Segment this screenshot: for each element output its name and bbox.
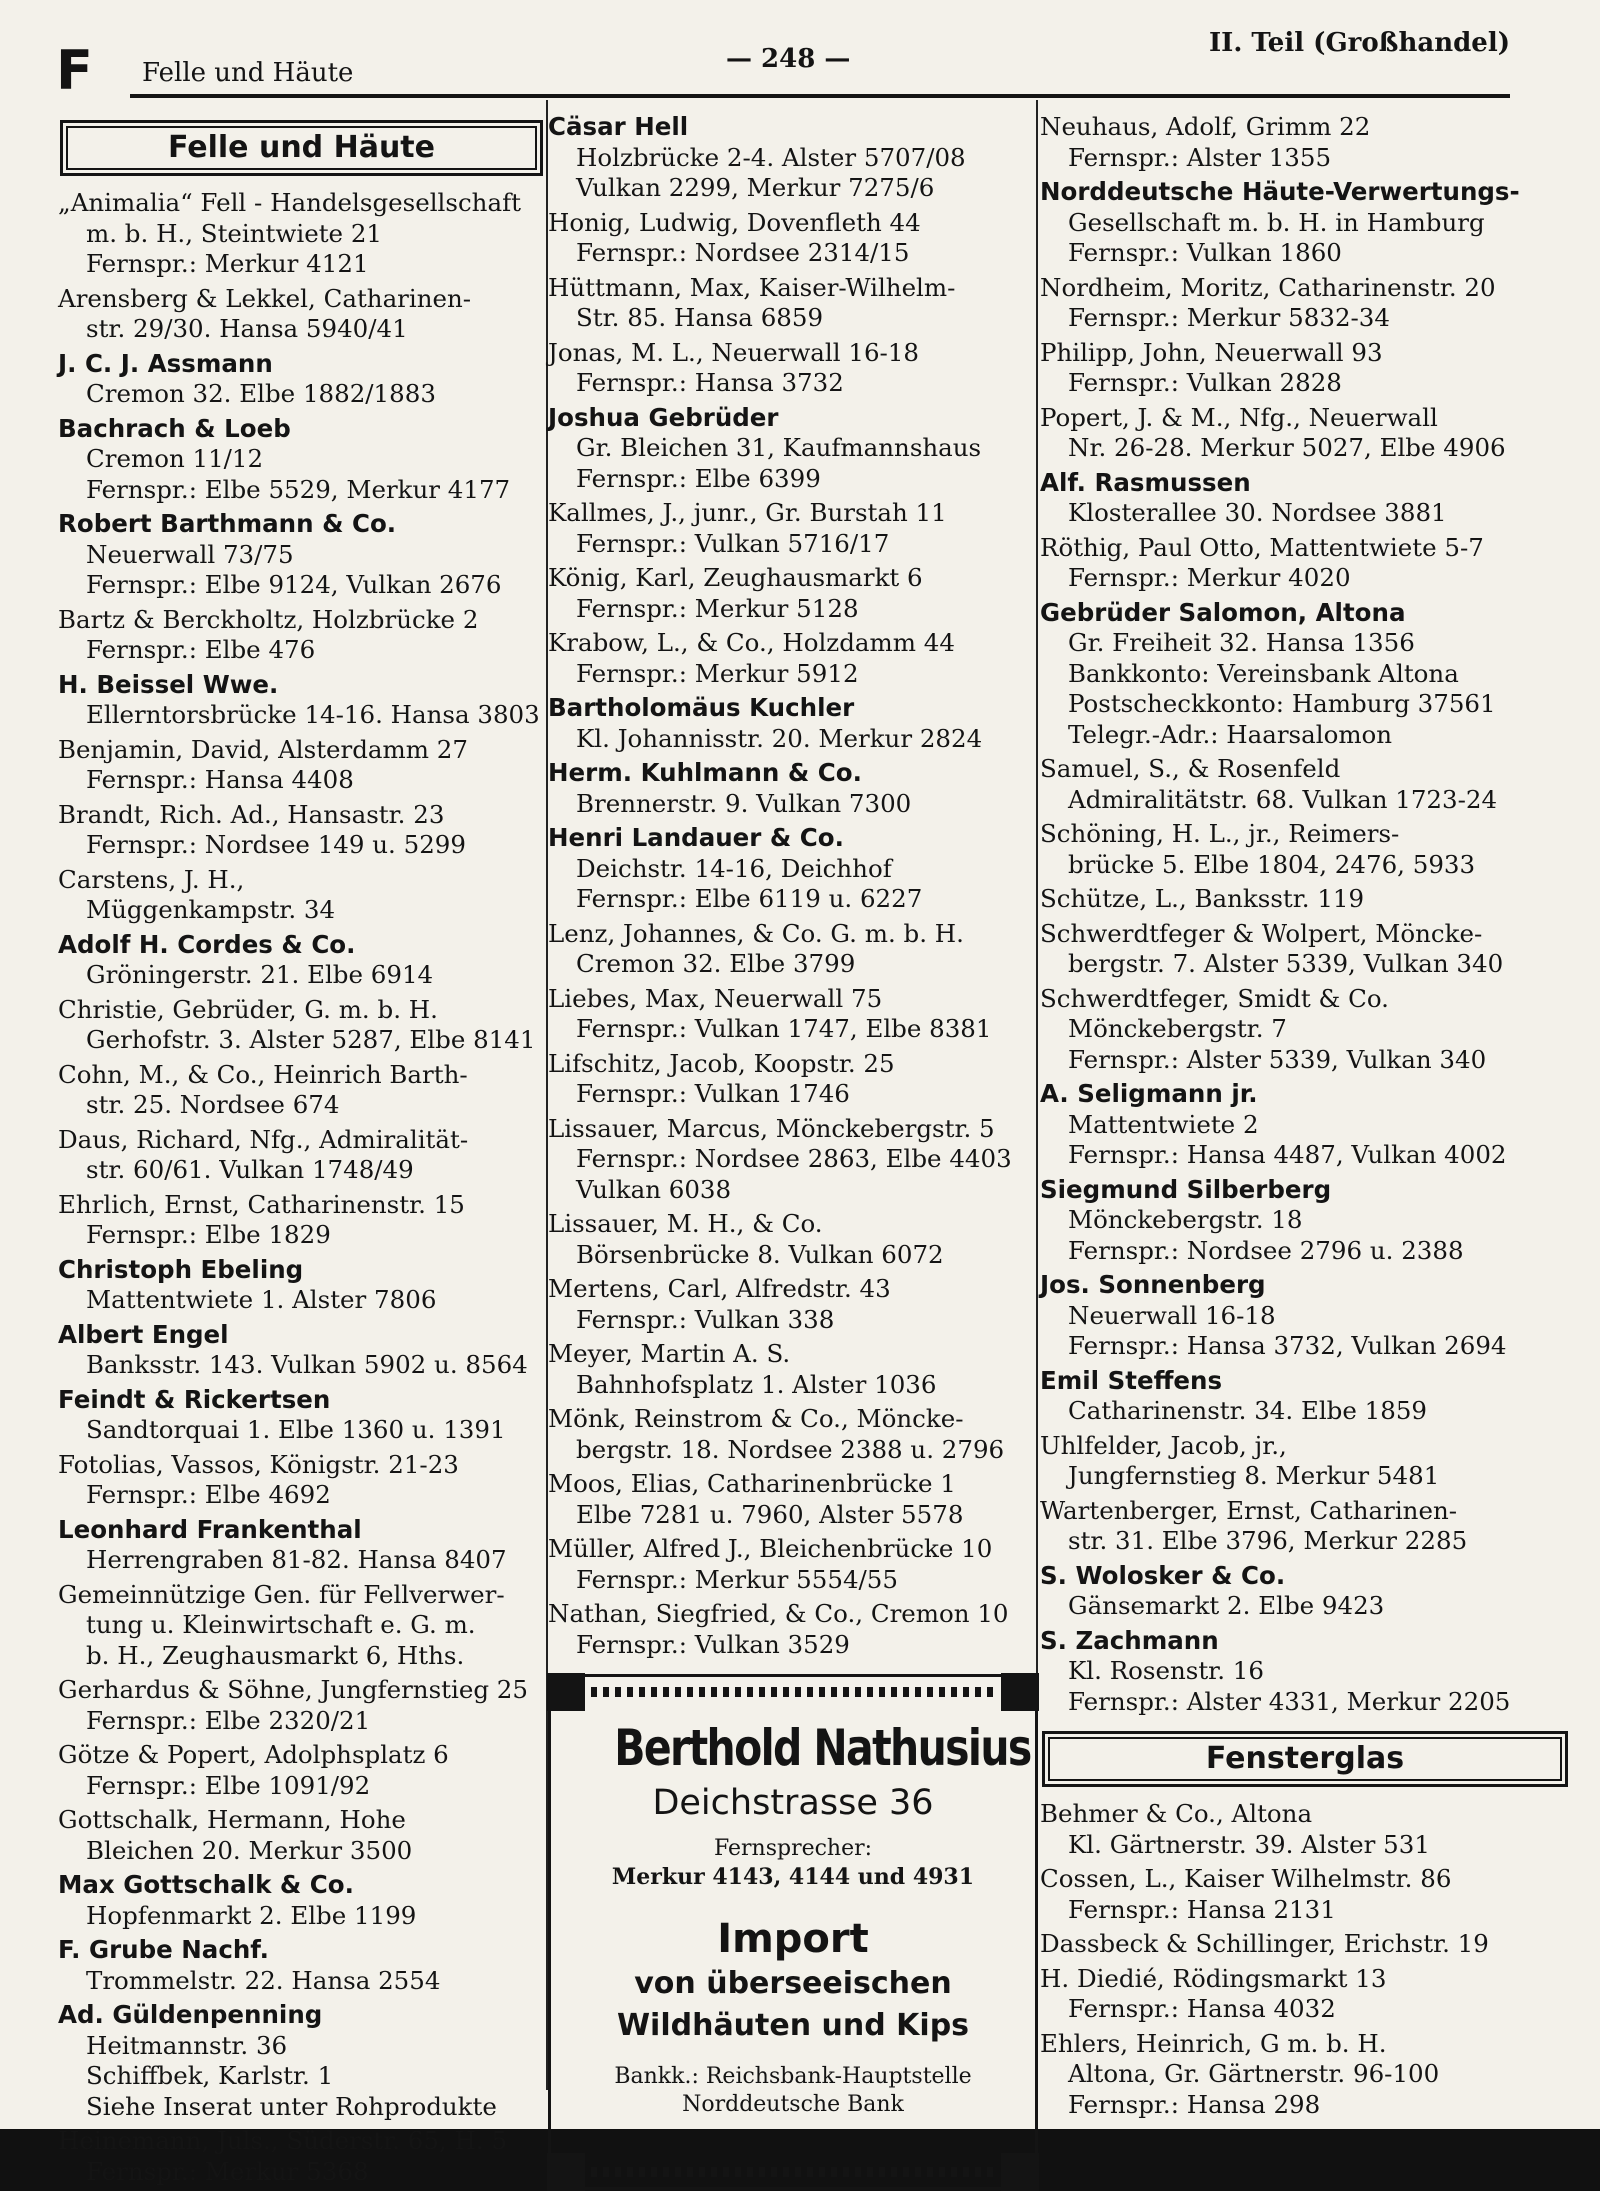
column-middle [548,112,1038,2190]
entry-detail: Fernspr.: Hansa 298 [1068,2089,1321,2119]
entry-detail: b. H., Zeughausmarkt 6, Hths. [86,1640,465,1670]
entry-detail: Trommelstr. 22. Hansa 2554 [86,1965,441,1995]
entry-name: Lissauer, Marcus, Mönckebergstr. 5 [548,1113,995,1143]
entry-name: Samuel, S., & Rosenfeld [1040,754,1341,783]
section-letter: F [56,39,93,102]
directory-entry [58,1450,545,1511]
entry-name: Dassbeck & Schillinger, Erichstr. 19 [1040,1929,1489,1958]
entry-detail: Fernspr.: Vulkan 1860 [1068,238,1342,267]
directory-entry [548,758,1038,819]
directory-entry [1040,468,1570,529]
entry-name: Ehrlich, Ernst, Catharinenstr. 15 [58,1189,465,1219]
ad-phone-numbers: Merkur 4143, 4144 und 4931 [611,1864,975,1890]
directory-entry [1040,1626,1570,1718]
entry-detail: Fernspr.: Vulkan 2828 [1068,368,1342,397]
entry-detail: str. 31. Elbe 3796, Merkur 2285 [1068,1526,1468,1555]
entry-detail: Admiralitätstr. 68. Vulkan 1723-24 [1068,784,1498,814]
directory-entry [548,208,1038,269]
entry-name: Bartz & Berckholtz, Holzbrücke 2 [58,604,479,634]
directory-entry [548,273,1038,334]
entry-name: König, Karl, Zeughausmarkt 6 [548,563,923,592]
entry-name: Nathan, Siegfried, & Co., Cremon 10 [548,1599,1009,1628]
directory-entry [1040,1964,1570,2025]
entry-detail: Fernspr.: Nordsee 2863, Elbe 4403 [576,1144,1012,1173]
ad-corner-ornament [1001,1673,1039,1711]
entry-name: Mertens, Carl, Alfredstr. 43 [548,1274,891,1303]
entry-detail: Sandtorquai 1. Elbe 1360 u. 1391 [86,1415,506,1444]
entry-name: Gemeinnützige Gen. für Fellverwer- [58,1579,505,1609]
directory-entry [1040,884,1570,915]
entry-name: Albert Engel [58,1319,229,1349]
entry-name: Ad. Güldenpenning [58,2000,323,2029]
ad-address: Deichstrasse 36 [652,1783,934,1823]
entry-name: S. Zachmann [1040,1625,1219,1655]
entry-detail: Kl. Johannisstr. 20. Merkur 2824 [576,723,983,753]
directory-entry [58,188,545,280]
entry-detail: Fernspr.: Elbe 2320/21 [86,1705,371,1735]
entry-detail: Mattentwiete 1. Alster 7806 [86,1285,437,1314]
directory-entry [1040,1079,1570,1171]
directory-entry [58,2000,545,2122]
ad-corner-ornament [547,1673,585,1711]
entry-name: Wartenberger, Ernst, Catharinen- [1040,1495,1458,1525]
directory-entry [58,1935,545,1996]
directory-entry [1040,1929,1570,1960]
directory-entry [58,2126,545,2187]
entry-name: Robert Barthmann & Co. [58,509,397,538]
entry-name: Arensberg & Lekkel, Catharinen- [58,283,472,313]
directory-entry [548,112,1038,204]
entry-name: Uhlfelder, Jacob, jr., [1040,1430,1287,1460]
entry-name: Bartholomäus Kuchler [548,693,855,722]
entry-detail: Fernspr.: Hansa 4408 [86,765,354,794]
directory-entry [1040,177,1570,269]
ad-border-ornament [591,1687,995,1697]
directory-entry [58,1255,545,1316]
directory-entry [548,498,1038,559]
entry-name: Meyer, Martin A. S. [548,1339,791,1368]
directory-entry [1040,1496,1570,1557]
entry-name: Benjamin, David, Alsterdamm 27 [58,734,468,764]
entry-detail: Kl. Gärtnerstr. 39. Alster 531 [1068,1829,1430,1859]
entry-detail: Vulkan 6038 [576,1174,732,1204]
part-title: II. Teil (Großhandel) [1209,28,1510,58]
entry-detail: bergstr. 18. Nordsee 2388 u. 2796 [576,1434,1005,1464]
directory-entry [548,1339,1038,1400]
directory-entry [58,1870,545,1931]
directory-entry [1040,2029,1570,2121]
entry-detail: Fernspr.: Nordsee 149 u. 5299 [86,830,466,859]
entry-name: Lenz, Johannes, & Co. G. m. b. H. [548,918,964,948]
entry-detail: Vulkan 2299, Merkur 7275/6 [576,173,935,202]
entry-detail: Telegr.-Adr.: Haarsalomon [1068,719,1393,749]
entry-detail: Mönckebergstr. 18 [1068,1205,1303,1234]
directory-entry [58,1805,545,1866]
entry-name: Honig, Ludwig, Dovenfleth 44 [548,207,921,237]
directory-entry [548,823,1038,915]
entry-detail: Fernspr.: Elbe 6399 [576,463,821,493]
directory-entry [1040,984,1570,1076]
entry-name: Cohn, M., & Co., Heinrich Barth- [58,1059,468,1089]
entry-detail: Cremon 32. Elbe 3799 [576,949,856,978]
entry-name: F. Grube Nachf. [58,1935,269,1964]
directory-entry [548,1599,1038,1660]
entry-name: J. C. J. Assmann [58,348,273,378]
entry-name: Mönk, Reinstrom & Co., Möncke- [548,1404,964,1433]
entry-name: Jonas, M. L., Neuerwall 16-18 [548,337,919,367]
entry-detail: Nr. 26-28. Merkur 5027, Elbe 4906 [1068,433,1506,462]
entry-name: Herm. Kuhlmann & Co. [548,758,862,787]
entry-list [58,188,545,2187]
directory-entry [1040,112,1570,173]
entry-name: Ehlers, Heinrich, G m. b. H. [1040,2028,1387,2058]
entry-detail: Gesellschaft m. b. H. in Hamburg [1068,207,1485,237]
directory-entry [548,338,1038,399]
directory-entry [548,1404,1038,1465]
directory-entry [1040,1799,1570,1860]
entry-detail: Bleichen 20. Merkur 3500 [86,1835,413,1865]
entry-detail: Börsenbrücke 8. Vulkan 6072 [576,1239,944,1269]
entry-detail: Altona, Gr. Gärtnerstr. 96-100 [1068,2059,1440,2088]
entry-name: Max Gottschalk & Co. [58,1870,354,1899]
entry-detail: Bankkonto: Vereinsbank Altona [1068,658,1459,688]
directory-entry [58,414,545,506]
directory-entry [1040,533,1570,594]
section-heading: Fensterglas [1042,1731,1568,1787]
directory-entry [58,284,545,345]
directory-entry [58,1125,545,1186]
directory-entry [1040,338,1570,399]
entry-detail: Elbe 7281 u. 7960, Alster 5578 [576,1499,964,1529]
entry-name: Norddeutsche Häute-Verwertungs- [1040,177,1520,206]
ad-corner-ornament [1001,2153,1039,2191]
entry-detail: Neuerwall 16-18 [1068,1300,1276,1330]
entry-name: Röthig, Paul Otto, Mattentwiete 5-7 [1040,532,1484,562]
entry-detail: Fernspr.: Alster 4331, Merkur 2205 [1068,1686,1511,1716]
entry-detail: m. b. H., Steintwiete 21 [86,218,382,248]
entry-name: Henri Landauer & Co. [548,823,844,852]
directory-entry [58,800,545,861]
entry-name: Lissauer, M. H., & Co. [548,1209,823,1238]
entry-list [1040,1799,1570,2120]
entry-detail: Müggenkampstr. 34 [86,895,336,924]
ad-bank-line: Norddeutsche Bank [682,2092,904,2117]
advertisement [548,1674,1038,2190]
entry-detail: Fernspr.: Merkur 5554/55 [576,1564,898,1594]
entry-name: Bachrach & Loeb [58,413,291,443]
entry-detail: Holzbrücke 2-4. Alster 5707/08 [576,142,966,172]
entry-name: Brandt, Rich. Ad., Hansastr. 23 [58,799,445,829]
ad-phone-label: Fernsprecher: [713,1836,873,1861]
entry-detail: Fernspr.: Hansa 3732 [576,368,844,397]
entry-detail: Gerhofstr. 3. Alster 5287, Elbe 8141 [86,1025,536,1054]
entry-detail: Str. 85. Hansa 6859 [576,303,824,332]
entry-detail: Gröningerstr. 21. Elbe 6914 [86,960,434,989]
entry-name: Schöning, H. L., jr., Reimers- [1040,819,1400,848]
entry-name: Neuhaus, Adolf, Grimm 22 [1040,112,1371,141]
entry-name: Jos. Sonnenberg [1040,1270,1266,1299]
entry-name: Gerhardus & Söhne, Jungfernstieg 25 [58,1675,528,1704]
page-number: — 248 — [726,44,851,74]
entry-name: S. Wolosker & Co. [1040,1560,1286,1590]
ad-company-name: Berthold Nathusius [614,1719,1031,1777]
entry-detail: Fernspr.: Elbe 6119 u. 6227 [576,884,923,913]
directory-entry [1040,598,1570,751]
entry-detail: Fernspr.: Merkur 5128 [576,593,859,623]
entry-detail: Fernspr.: Elbe 5529, Merkur 4177 [86,474,511,504]
directory-entry [548,1469,1038,1530]
entry-name: Hüttmann, Max, Kaiser-Wilhelm- [548,272,956,302]
directory-entry [1040,1431,1570,1492]
entry-detail: Cremon 32. Elbe 1882/1883 [86,379,436,408]
entry-detail: Fernspr.: Vulkan 1746 [576,1079,850,1108]
entry-detail: Brennerstr. 9. Vulkan 7300 [576,788,912,818]
entry-detail: brücke 5. Elbe 1804, 2476, 5933 [1068,849,1476,879]
entry-detail: Fernspr.: Elbe 1829 [86,1220,331,1249]
section-running-title: Felle und Häute [142,58,354,88]
entry-detail: Hopfenmarkt 2. Elbe 1199 [86,1900,417,1930]
directory-entry [58,1190,545,1251]
directory-entry [58,349,545,410]
entry-detail: Bahnhofsplatz 1. Alster 1036 [576,1369,937,1399]
entry-detail: Fernspr.: Vulkan 338 [576,1304,835,1334]
entry-name: Fotolias, Vassos, Königstr. 21-23 [58,1449,459,1479]
directory-entry [548,1534,1038,1595]
entry-name: Gebrüder Salomon, Altona [1040,597,1406,627]
directory-entry [1040,1270,1570,1362]
entry-detail: Deichstr. 14-16, Deichhof [576,853,892,883]
entry-detail: Fernspr.: Vulkan 1747, Elbe 8381 [576,1014,992,1043]
entry-detail: Fernspr.: Hansa 4032 [1068,1994,1336,2023]
entry-detail: Klosterallee 30. Nordsee 3881 [1068,498,1447,527]
entry-detail: Kl. Rosenstr. 16 [1068,1656,1264,1685]
entry-name: Heinemann, Juls., Süderstr. 65, H. 5 [58,2126,508,2155]
entry-detail: str. 60/61. Vulkan 1748/49 [86,1155,414,1184]
entry-name: Götze & Popert, Adolphsplatz 6 [58,1740,449,1769]
entry-detail: Fernspr.: Merkur 5832-34 [1068,303,1390,332]
entry-detail: Postscheckkonto: Hamburg 37561 [1068,689,1496,718]
directory-entry [1040,819,1570,880]
entry-name: Behmer & Co., Altona [1040,1799,1313,1828]
entry-name: Joshua Gebrüder [548,402,779,432]
directory-entry [1040,403,1570,464]
directory-entry [548,1049,1038,1110]
directory-entry [58,995,545,1056]
directory-entry [1040,1366,1570,1427]
directory-entry [548,563,1038,624]
entry-name: „Animalia“ Fell - Handelsgesellschaft [58,188,521,217]
ad-bank-line: Bankk.: Reichsbank-Hauptstelle [614,2064,972,2089]
entry-name: Leonhard Frankenthal [58,1514,362,1544]
directory-entry [548,403,1038,495]
entry-detail: Fernspr.: Elbe 476 [86,635,316,664]
entry-detail: Mattentwiete 2 [1068,1109,1259,1139]
entry-name: Christie, Gebrüder, G. m. b. H. [58,994,438,1024]
entry-detail: Schiffbek, Karlstr. 1 [86,2061,334,2090]
directory-entry [58,930,545,991]
entry-detail: Fernspr.: Hansa 4487, Vulkan 4002 [1068,1140,1507,1169]
directory-entry [58,1580,545,1672]
directory-entry [1040,273,1570,334]
directory-entry [58,735,545,796]
entry-name: Nordheim, Moritz, Catharinenstr. 20 [1040,272,1496,302]
entry-name: Cossen, L., Kaiser Wilhelmstr. 86 [1040,1864,1452,1893]
entry-name: Gottschalk, Hermann, Hohe [58,1805,406,1834]
directory-entry [58,1740,545,1801]
entry-detail: Heitmannstr. 36 [86,2030,288,2060]
entry-detail: Cremon 11/12 [86,444,264,473]
directory-entry [58,1515,545,1576]
entry-list [548,112,1038,1660]
entry-detail: Mönckebergstr. 7 [1068,1014,1287,1043]
entry-detail: Fernspr.: Nordsee 2314/15 [576,238,910,267]
entry-detail: Fernspr.: Alster 1355 [1068,142,1332,172]
entry-detail: Fernspr.: Elbe 1091/92 [86,1770,371,1800]
directory-entry [548,1274,1038,1335]
ad-content [575,1717,1031,2119]
ad-subtitle: von überseeischen [634,1966,952,2001]
entry-detail: Fernspr.: Merkur 4020 [1068,563,1351,592]
directory-entry [58,1675,545,1736]
entry-detail: Jungfernstieg 8. Merkur 5481 [1068,1461,1440,1490]
ad-border-ornament [591,2167,995,2177]
column-right [1040,112,1570,2124]
entry-name: Christoph Ebeling [58,1254,304,1284]
entry-detail: Fernspr.: Vulkan 5716/17 [576,528,890,558]
entry-detail: str. 25. Nordsee 674 [86,1090,340,1119]
directory-entry [58,1385,545,1446]
directory-entry [58,509,545,601]
entry-detail: Fernspr.: Alster 5339, Vulkan 340 [1068,1044,1487,1074]
entry-detail: Fernspr.: Merkur 4121 [86,249,369,278]
entry-name: Lifschitz, Jacob, Koopstr. 25 [548,1048,895,1078]
entry-detail: Gänsemarkt 2. Elbe 9423 [1068,1591,1385,1620]
entry-detail: Fernspr.: Elbe 4692 [86,1480,331,1509]
entry-name: Krabow, L., & Co., Holzdamm 44 [548,628,955,657]
directory-entry [58,1060,545,1121]
entry-name: Schwerdtfeger & Wolpert, Möncke- [1040,918,1483,948]
directory-entry [58,605,545,666]
directory-entry [548,919,1038,980]
entry-name: Philipp, John, Neuerwall 93 [1040,337,1383,367]
directory-entry [1040,1864,1570,1925]
directory-entry [548,693,1038,754]
entry-detail: Fernspr.: Hansa 3732, Vulkan 2694 [1068,1331,1507,1360]
directory-entry [58,1320,545,1381]
entry-name: Moos, Elias, Catharinenbrücke 1 [548,1469,956,1498]
directory-entry [1040,754,1570,815]
entry-name: Liebes, Max, Neuerwall 75 [548,983,883,1013]
entry-name: Müller, Alfred J., Bleichenbrücke 10 [548,1534,993,1563]
directory-entry [58,865,545,926]
entry-name: Feindt & Rickertsen [58,1384,331,1414]
entry-name: Carstens, J. H., [58,864,245,894]
directory-entry [548,1114,1038,1206]
entry-name: Emil Steffens [1040,1365,1223,1395]
entry-name: Kallmes, J., junr., Gr. Burstah 11 [548,498,947,527]
entry-detail: Fernspr.: Vulkan 3529 [576,1629,850,1659]
ad-import-title: Import [717,1916,869,1962]
column-left [58,112,545,2191]
directory-entry [548,984,1038,1045]
entry-detail: tung u. Kleinwirtschaft e. G. m. [86,1610,476,1639]
entry-detail: str. 29/30. Hansa 5940/41 [86,314,408,343]
entry-detail: Gr. Bleichen 31, Kaufmannshaus [576,433,982,462]
entry-name: H. Beissel Wwe. [58,669,279,699]
entry-detail: Fernspr.: Merkur 5912 [576,658,859,688]
entry-detail: Ellerntorsbrücke 14-16. Hansa 3803 [86,700,540,729]
entry-detail: Fernspr.: Hansa 2131 [1068,1894,1336,1924]
entry-name: A. Seligmann jr. [1040,1079,1258,1108]
entry-name: Alf. Rasmussen [1040,467,1251,497]
directory-entry [58,670,545,731]
directory-entry [548,1209,1038,1270]
entry-name: Schwerdtfeger, Smidt & Co. [1040,983,1389,1013]
entry-detail: bergstr. 7. Alster 5339, Vulkan 340 [1068,949,1504,978]
entry-name: Adolf H. Cordes & Co. [58,929,356,959]
entry-list [1040,112,1570,1717]
entry-name: Schütze, L., Banksstr. 119 [1040,884,1365,913]
entry-name: Cäsar Hell [548,112,689,141]
entry-name: H. Diedié, Rödingsmarkt 13 [1040,1963,1387,1993]
entry-detail: Fernspr.: Elbe 9124, Vulkan 2676 [86,570,502,599]
entry-name: Siegmund Silberberg [1040,1174,1332,1204]
directory-entry [548,628,1038,689]
ad-subtitle: Wildhäuten und Kips [616,2008,970,2043]
page-header [50,28,1510,102]
entry-name: Daus, Richard, Nfg., Admiralität- [58,1124,469,1154]
directory-entry [1040,1561,1570,1622]
ad-corner-ornament [547,2153,585,2191]
entry-detail: Gr. Freiheit 32. Hansa 1356 [1068,628,1415,657]
entry-detail: Banksstr. 143. Vulkan 5902 u. 8564 [86,1350,528,1379]
entry-detail: Siehe Inserat unter Rohprodukte [86,2091,497,2121]
directory-entry [1040,1175,1570,1267]
section-heading: Felle und Häute [60,120,543,176]
entry-detail: Fernspr.: Merkur 5368 [86,2156,369,2186]
entry-name: Popert, J. & M., Nfg., Neuerwall [1040,402,1438,432]
directory-entry [1040,919,1570,980]
header-rule [130,94,1510,98]
entry-detail: Fernspr.: Nordsee 2796 u. 2388 [1068,1235,1464,1265]
entry-detail: Neuerwall 73/75 [86,539,294,569]
entry-detail: Herrengraben 81-82. Hansa 8407 [86,1545,507,1574]
entry-detail: Catharinenstr. 34. Elbe 1859 [1068,1396,1427,1425]
